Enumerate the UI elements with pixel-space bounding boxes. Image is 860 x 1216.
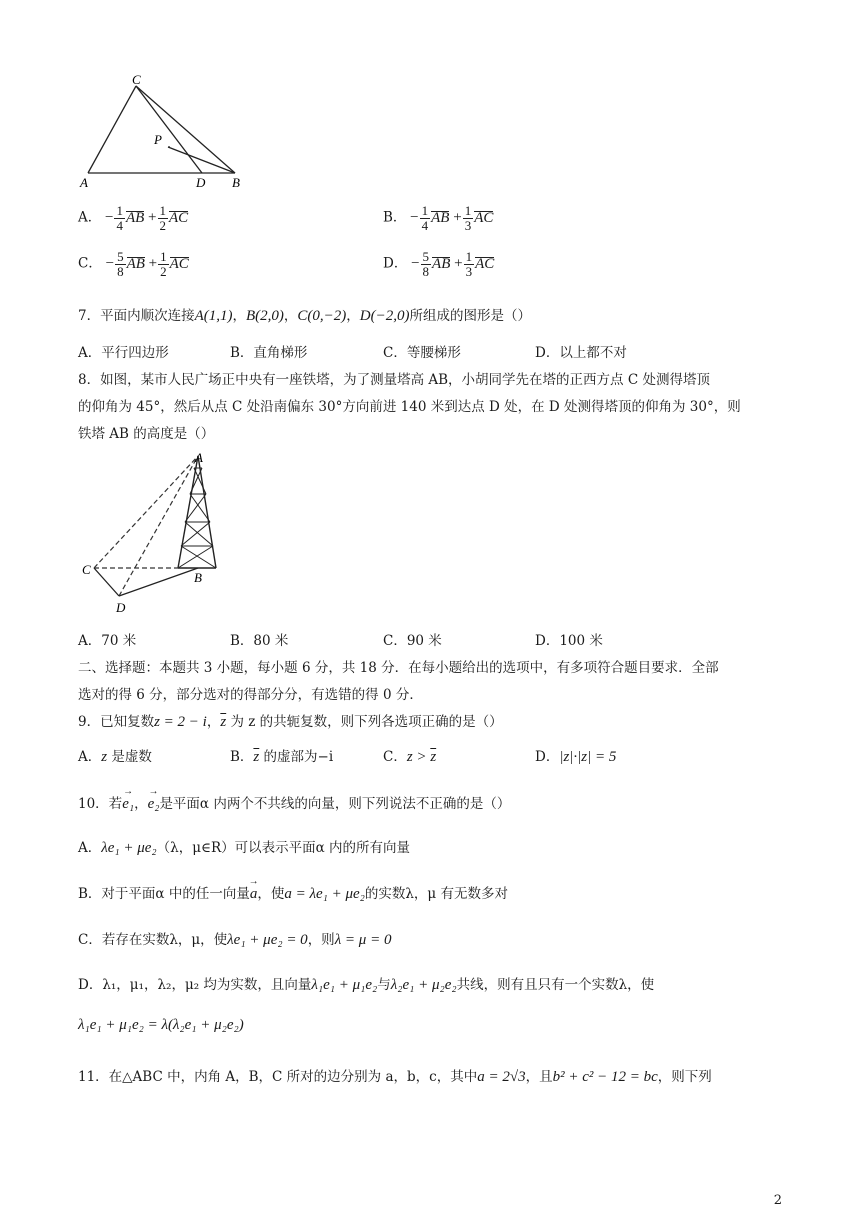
q8-option-a[interactable]: A．70 米: [78, 633, 137, 649]
q8-option-c[interactable]: C．90 米: [383, 633, 442, 649]
q10-option-b[interactable]: B．对于平面α 中的任一向量a →，使a = λe₁ + μe₂的实数λ，μ 有无数多对: [78, 882, 508, 903]
label-D: D: [196, 175, 206, 190]
q10-option-d-equation: λ₁e₁ + μ₁e₂ = λ(λ₂e₁ + μ₂e₂): [78, 1017, 244, 1033]
q10-option-a[interactable]: A．λe₁ + μe₂（λ，μ∈R）可以表示平面α 内的所有向量: [78, 840, 411, 856]
question-10: 10．若e₁ →，e₂ →是平面α 内两个不共线的向量，则下列说法不正确的是（）: [78, 792, 510, 813]
q6-option-c[interactable]: C． − $\frac{5}{8}$ AB + $\frac{1}{2}$ AC: [78, 249, 189, 279]
label-A: A: [195, 450, 203, 465]
q8-option-b[interactable]: B．80 米: [230, 633, 289, 649]
page-number: 2: [773, 1193, 782, 1208]
question-8-line-3: 铁塔 AB 的高度是（）: [78, 426, 215, 442]
label-A: A: [80, 175, 88, 190]
q6-option-d[interactable]: D． − $\frac{5}{8}$ AB + $\frac{1}{3}$ AC: [383, 249, 495, 279]
label-C: C: [82, 562, 91, 577]
question-7: 7．平面内顺次连接A(1,1)，B(2,0)，C(0,−2)，D(−2,0)所组成的图形是（）: [78, 308, 531, 324]
triangle-figure-q6: [72, 74, 262, 194]
q6-option-a[interactable]: A． − $\frac{1}{4}$ AB + $\frac{1}{2}$ AC: [78, 203, 189, 233]
label-B: B: [194, 570, 202, 585]
tower-figure-q8: [74, 446, 234, 622]
label-D: D: [116, 600, 126, 615]
section-2-heading-line-1: 二、选择题：本题共 3 小题，每小题 6 分，共 18 分．在每小题给出的选项中，有多项符合题目要求．全部: [78, 660, 719, 676]
q7-option-b[interactable]: B．直角梯形: [230, 345, 308, 361]
q9-option-b[interactable]: B．$\overline{z}$ 的虚部为−i: [230, 749, 334, 765]
q9-option-d[interactable]: D．|z|·|z| = 5: [535, 749, 617, 765]
question-9: 9．已知复数z = 2 − i，$\overline{z}$ 为 z 的共轭复数，则下列各选项正确的是（）: [78, 714, 503, 730]
q9-option-c[interactable]: C．$z > \overline{z}$: [383, 749, 437, 765]
question-8-line-1: 8．如图，某市人民广场正中央有一座铁塔，为了测量塔高 AB，小胡同学先在塔的正西方点 C 处测得塔顶: [78, 372, 710, 388]
q7-option-d[interactable]: D．以上都不对: [535, 345, 627, 361]
q7-option-c[interactable]: C．等腰梯形: [383, 345, 461, 361]
q10-option-c[interactable]: C．若存在实数λ，μ，使λe₁ + μe₂ = 0，则λ = μ = 0: [78, 932, 392, 948]
q7-option-a[interactable]: A．平行四边形: [78, 345, 169, 361]
section-2-heading-line-2: 选对的得 6 分，部分选对的得部分分，有选错的得 0 分．: [78, 687, 423, 703]
label-P: P: [154, 132, 162, 147]
q8-option-d[interactable]: D．100 米: [535, 633, 603, 649]
q6-option-b[interactable]: B． − $\frac{1}{4}$ AB + $\frac{1}{3}$ AC: [383, 203, 494, 233]
question-11: 11．在△ABC 中，内角 A，B，C 所对的边分别为 a，b，c，其中a = 2√3，且b² + c² − 12 = bc，则下列: [78, 1069, 712, 1085]
question-8-line-2: 的仰角为 45°，然后从点 C 处沿南偏东 30°方向前进 140 米到达点 D 处，在 D 处测得塔顶的仰角为 30°，则: [78, 399, 741, 415]
label-B: B: [232, 175, 240, 190]
q10-option-d[interactable]: D．λ₁，μ₁，λ₂，μ₂ 均为实数，且向量λ₁e₁ + μ₁e₂与λ₂e₁ + μ₂e₂共线，则有且只有一个实数λ，使: [78, 977, 655, 993]
label-C: C: [132, 74, 141, 87]
q9-option-a[interactable]: A．z 是虚数: [78, 749, 152, 765]
